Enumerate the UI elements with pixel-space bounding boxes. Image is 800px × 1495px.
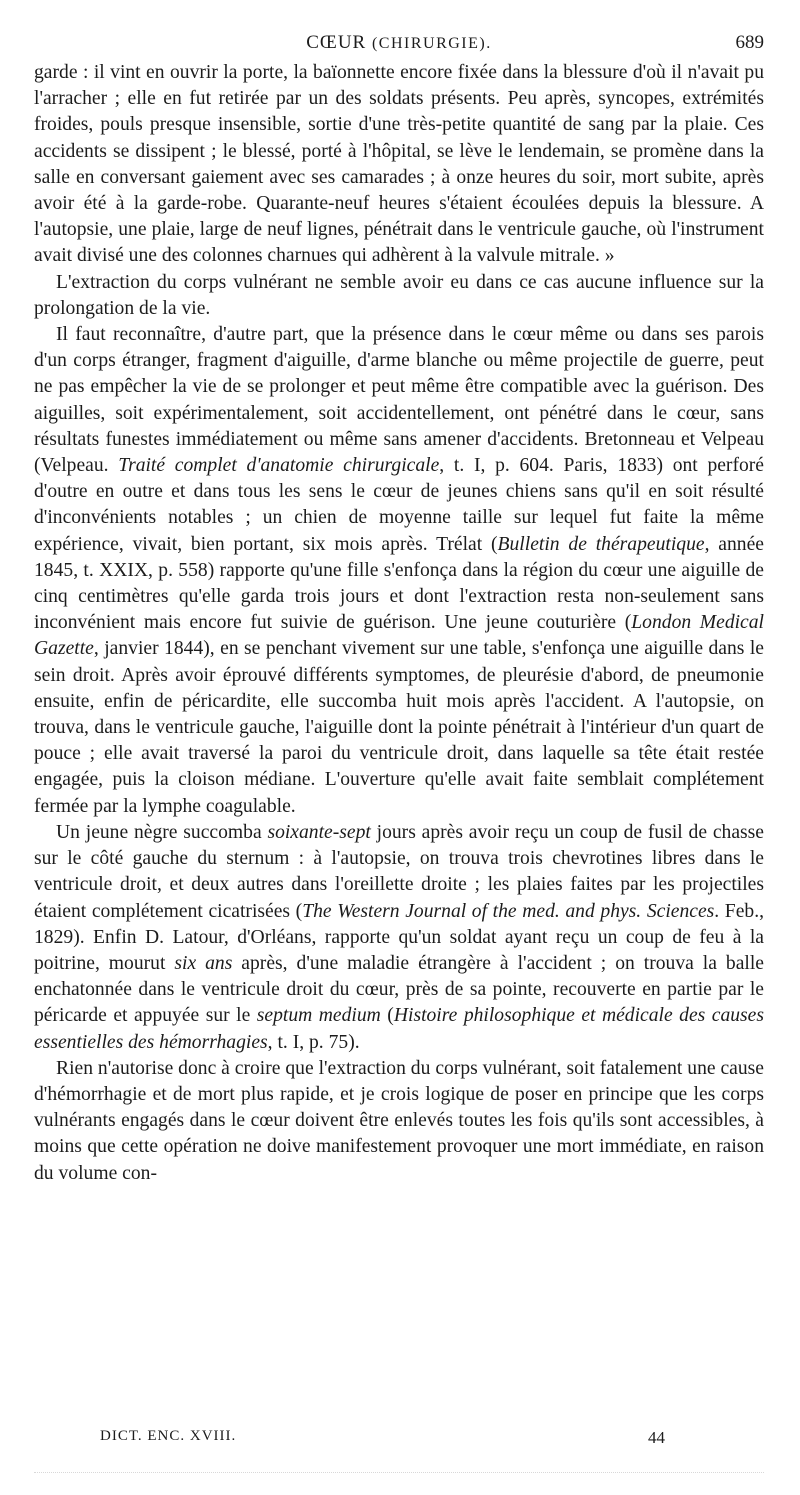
page-number: 689: [735, 32, 764, 53]
p4-text-b: jours après avoir reçu un coup de fusil de chasse sur le côté gauche du sternum : à l'autopsie, on trouva trois chevrotines libres dans le ventricule droit, et deux autres dans l'oreillette droite ; les plaies faites par les projectiles étaient complétement cicatrisées (: [34, 821, 764, 922]
scan-speckle-line: [34, 1472, 764, 1477]
p3-italic-title-velpeau: Traité complet d'anatomie chirurgicale: [118, 455, 440, 477]
page-footer: [34, 1428, 764, 1458]
p4-text-e: (: [380, 1005, 394, 1027]
running-title: [34, 32, 764, 54]
signature-mark: DICT. ENC. XVIII.: [100, 1428, 237, 1444]
paragraph-2: L'extraction du corps vulnérant ne semble avoir eu dans ce cas aucune influence sur la prolongation de la vie.: [34, 271, 764, 319]
p4-text-f: , t. I, p. 75).: [267, 1031, 360, 1053]
p4-italic-soixante-sept: soixante-sept: [267, 821, 371, 843]
paragraph-3: [34, 322, 764, 820]
paragraph-5: Rien n'autorise donc à croire que l'extraction du corps vulnérant, soit fatalement une cause d'hémorrhagie et de mort plus rapide, et je crois logique de poser en principe que les corps vulnérants engagés dans le cœur doivent être enlevés toutes les fois qu'ils sont accessibles, à moins que cette opération ne doive manifestement provoquer une mort immédiate, en raison du volume con-: [34, 1057, 764, 1184]
paragraph-4: [34, 820, 764, 1056]
p4-text-d: après, d'une maladie étrangère à l'accident ; on trouva la balle enchatonnée dans le ventricule droit du cœur, près de sa pointe, recouverte en partie par le péricarde et appuyée sur le: [34, 952, 764, 1027]
p3-italic-london-gazette: London Medical Gazette: [34, 612, 764, 660]
body-text: [34, 60, 764, 1187]
paragraph-1: garde : il vint en ouvrir la porte, la baïonnette encore fixée dans la blessure d'où il n'avait pu l'arracher ; elle en fut retirée par un des soldats présents. Peu après, syncopes, extrémités froides, pouls presque insensible, sortie d'une très-petite quantité de sang par la plaie. Ces accidents se dissipent ; le blessé, porté à l'hôpital, se lève le lendemain, se promène dans la salle en conversant gaiement avec ses camarades ; à onze heures du soir, mort subite, après avoir été à la garde-robe. Quarante-neuf heures s'étaient écoulées depuis la blessure. A l'autopsie, une plaie, large de neuf lignes, pénétrait dans le ventricule gauche, où l'instrument avait divisé une des colonnes charnues qui adhèrent à la valvule mitrale. »: [34, 62, 764, 267]
p4-text-a: Un jeune nègre succomba: [56, 821, 268, 843]
title-section: (CHIRURGIE).: [371, 35, 492, 52]
p4-italic-septum-medium: septum medium: [256, 1005, 381, 1027]
p4-italic-six-ans: six ans: [174, 952, 233, 974]
page: [34, 24, 764, 1187]
signature-number: 44: [648, 1428, 665, 1447]
p3-italic-bulletin: Bulletin de thérapeutique: [497, 533, 705, 555]
running-header: [34, 24, 764, 58]
title-main: CŒUR: [306, 32, 367, 53]
p4-italic-histoire: Histoire philosophique et médicale des causes essentielles des hémorrhagies: [34, 1005, 764, 1053]
p3-text-d: , janvier 1844), en se penchant vivement sur une table, s'enfonça une aiguille dans le sein droit. Après avoir éprouvé différents symptomes, de pleurésie d'abord, de pneumonie ensuite, enfin de péricardite, elle succomba huit mois après l'accident. A l'autopsie, on trouva, dans le ventricule gauche, l'aiguille dont la pointe pénétrait à l'intérieur d'un quart de pouce ; elle avait traversé la paroi du ventricule droit, dans laquelle sa tête était restée engagée, puis la cloison médiane. L'ouverture qu'elle avait faite semblait complétement fermée par la lymphe coagulable.: [34, 638, 764, 817]
p3-text-c: , année 1845, t. XXIX, p. 558) rapporte qu'une fille s'enfonça dans la région du cœur une aiguille de cinq centimètres qu'elle garda trois jours et dont l'extraction resta non-seulement sans inconvénient mais encore fut suivie de guérison. Une jeune couturière (: [34, 533, 764, 634]
p4-text-c: . Feb., 1829). Enfin D. Latour, d'Orléans, rapporte qu'un soldat ayant reçu un coup de feu à la poitrine, mourut: [34, 900, 764, 974]
p4-italic-western-journal: The Western Journal of the med. and phys. Sciences: [302, 900, 715, 922]
p3-text-a: Il faut reconnaître, d'autre part, que la présence dans le cœur même ou dans ses parois d'un corps étranger, fragment d'aiguille, d'arme blanche ou même projectile de guerre, peut ne pas empêcher la vie de se prolonger et peut même être compatible avec la guérison. Des aiguilles, soit expérimentalement, soit accidentellement, ont pénétré dans le cœur, sans résultats funestes immédiatement ou même sans amener d'accidents. Bretonneau et Velpeau (Velpeau.: [34, 324, 764, 477]
p3-text-b: , t. I, p. 604. Paris, 1833) ont perforé d'outre en outre et dans tous les sens le cœur de jeunes chiens sans qu'il en soit résulté d'inconvénients notables ; un chien de moyenne taille sur lequel fut faite la même expérience, vivait, bien portant, six mois après. Trélat (: [34, 455, 765, 555]
